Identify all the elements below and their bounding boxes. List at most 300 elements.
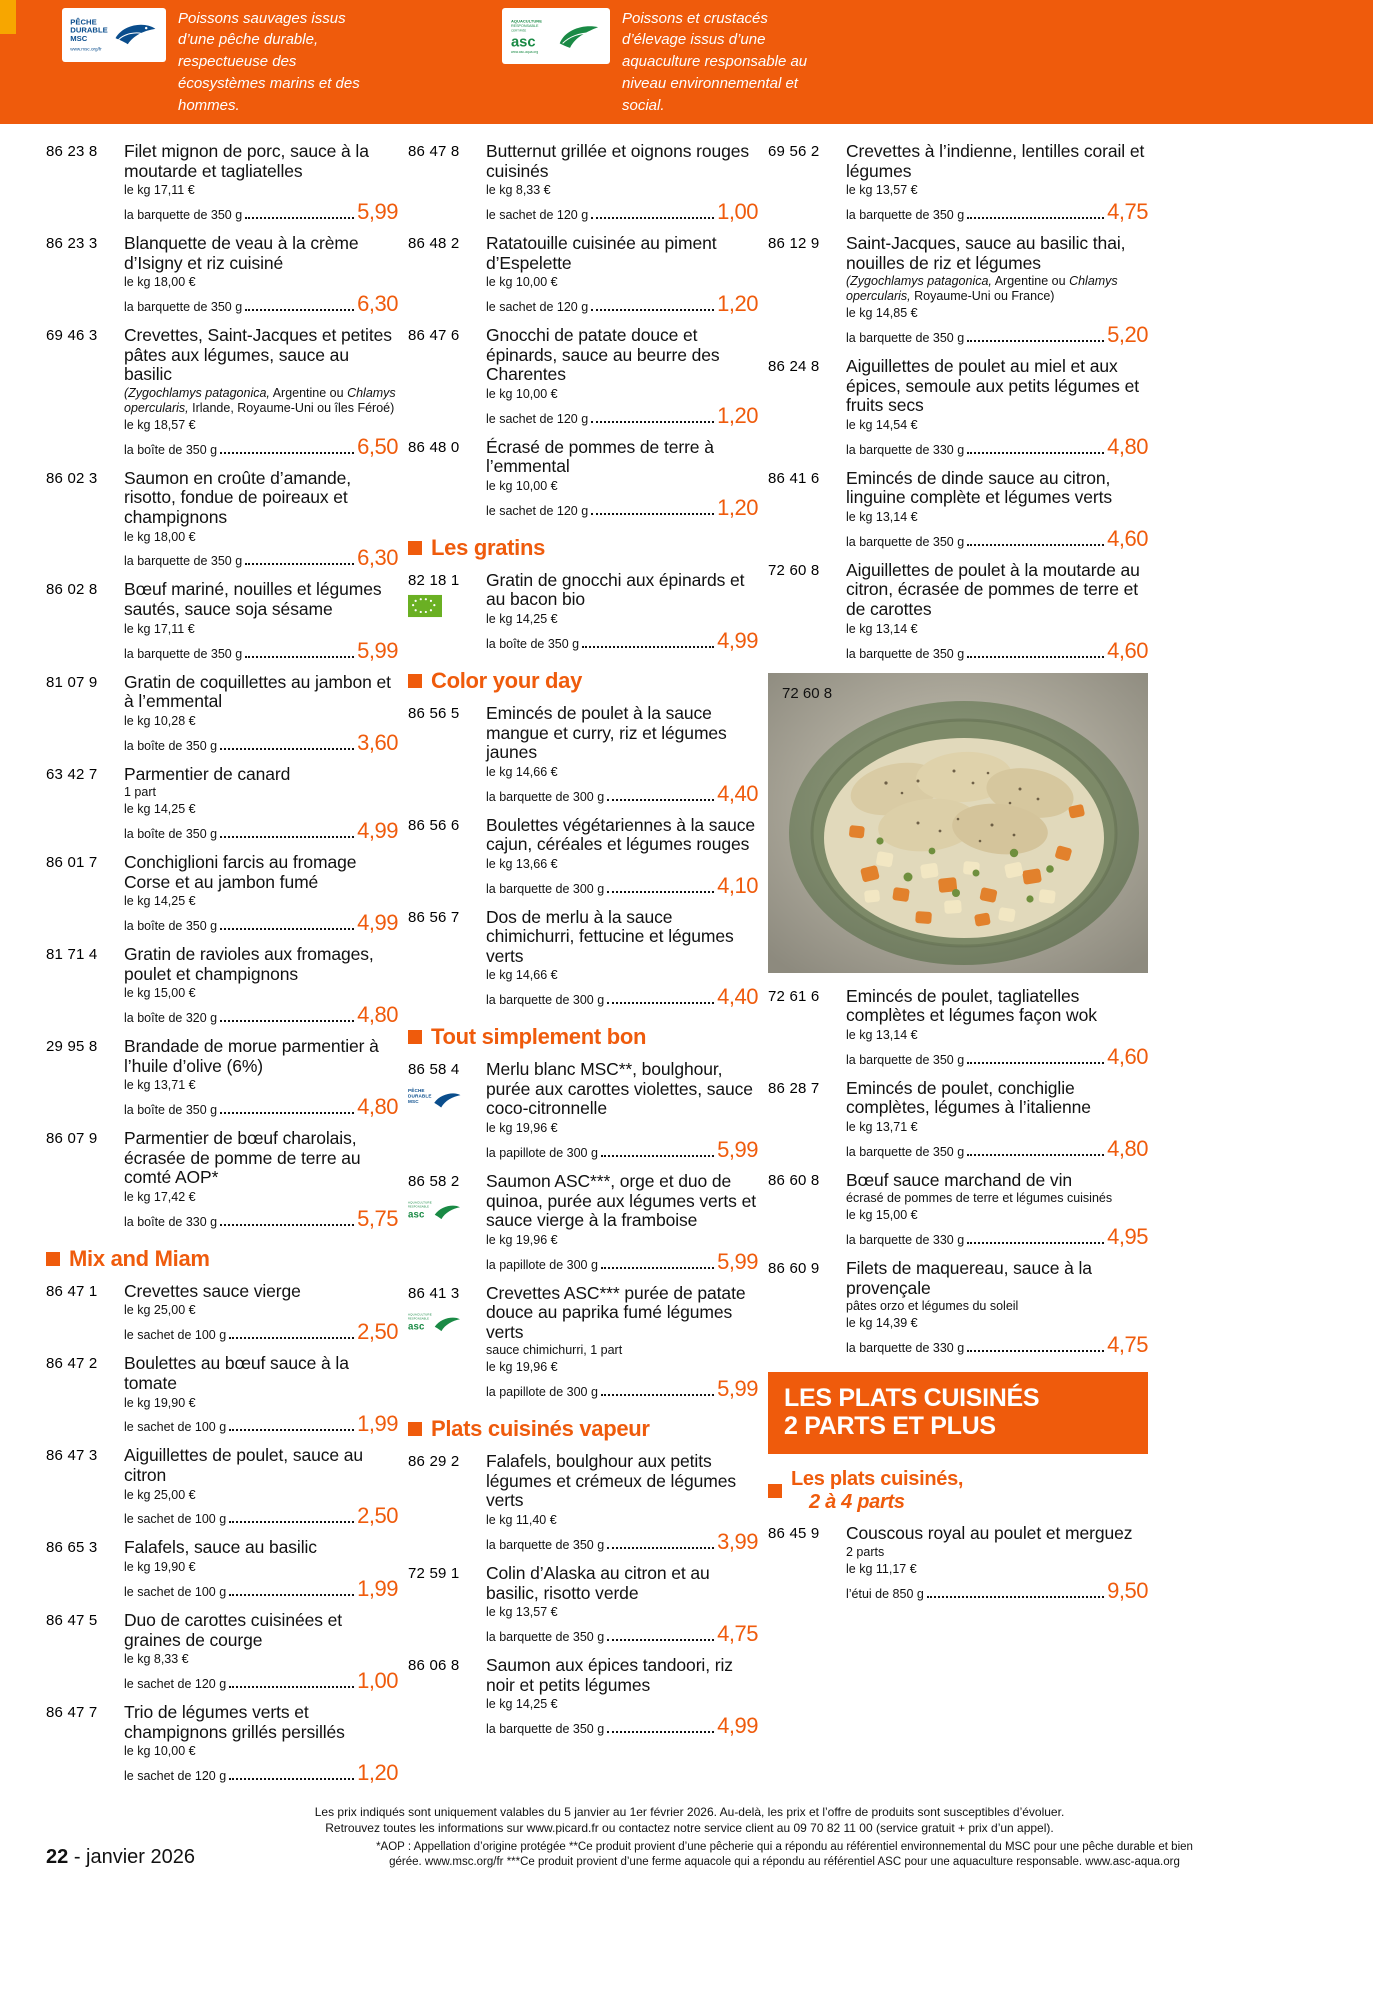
product-price-line bbox=[486, 291, 758, 317]
product-price: 1,20 bbox=[717, 291, 758, 317]
product-pack: la boîte de 350 g bbox=[124, 442, 218, 457]
svg-text:AQUACULTURE: AQUACULTURE bbox=[408, 1312, 432, 1317]
product-price: 4,99 bbox=[717, 627, 758, 653]
dot-leader bbox=[967, 340, 1104, 342]
product-price-line bbox=[124, 638, 398, 664]
product-title: Falafels, sauce au basilic bbox=[124, 1537, 317, 1558]
product-species-note bbox=[124, 386, 398, 416]
msc-logo bbox=[62, 8, 166, 62]
product-ref: 72 59 1 bbox=[408, 1564, 460, 1582]
svg-text:asc: asc bbox=[408, 1209, 425, 1221]
product-item[interactable] bbox=[768, 469, 1148, 552]
svg-text:MSC: MSC bbox=[408, 1099, 419, 1105]
product-price-line bbox=[124, 545, 398, 571]
product-price-per-kg: le kg 18,00 € bbox=[124, 529, 196, 544]
product-portion: 1 part bbox=[124, 785, 156, 800]
product-title: Crevettes, Saint-Jacques et petites pâtes aux légumes, sauce au basilic bbox=[124, 325, 392, 385]
product-pack: la barquette de 350 g bbox=[124, 300, 243, 315]
product-price-per-kg: le kg 14,85 € bbox=[846, 306, 918, 321]
product-price-line bbox=[124, 1668, 398, 1694]
product-pack: l’étui de 850 g bbox=[846, 1586, 924, 1601]
section-bullet-icon bbox=[408, 1422, 422, 1436]
product-price-line bbox=[124, 730, 398, 756]
section-bullet-icon bbox=[408, 674, 422, 688]
product-pack: le sachet de 100 g bbox=[124, 1584, 227, 1599]
dot-leader bbox=[967, 544, 1104, 546]
product-ref: 72 61 6 bbox=[768, 987, 820, 1005]
product-pack: la boîte de 350 g bbox=[124, 1103, 218, 1118]
product-price-line bbox=[486, 1713, 758, 1739]
section-bullet-icon bbox=[768, 1484, 782, 1498]
product-item[interactable] bbox=[768, 1524, 1148, 1603]
product-price-per-kg: le kg 19,96 € bbox=[486, 1360, 558, 1375]
product-price-line bbox=[486, 403, 758, 429]
product-price: 4,99 bbox=[357, 818, 398, 844]
product-price-line bbox=[846, 434, 1148, 460]
product-price-line bbox=[486, 873, 758, 899]
product-price: 3,99 bbox=[717, 1528, 758, 1554]
product-price-per-kg: le kg 13,66 € bbox=[486, 856, 558, 871]
section-color-your-day bbox=[408, 668, 758, 694]
product-title: Saumon aux épices tandoori, riz noir et petits légumes bbox=[486, 1654, 733, 1695]
section-tout-simplement-bon bbox=[408, 1024, 758, 1050]
asc-certification-block bbox=[502, 8, 832, 117]
dot-leader bbox=[607, 1731, 714, 1733]
product-price-line bbox=[486, 1529, 758, 1555]
product-price-per-kg: le kg 10,28 € bbox=[124, 713, 196, 728]
page-number bbox=[46, 1846, 195, 1869]
product-item[interactable] bbox=[768, 142, 1148, 225]
product-title: Merlu blanc MSC**, boulghour, purée aux carottes violettes, sauce coco-citronnelle bbox=[486, 1059, 753, 1119]
product-price-line bbox=[124, 199, 398, 225]
dot-leader bbox=[601, 1155, 714, 1157]
dot-leader bbox=[607, 1547, 714, 1549]
category-banner-line1: LES PLATS CUISINÉS bbox=[784, 1384, 1040, 1413]
product-ref: 86 58 2 bbox=[408, 1172, 460, 1190]
product-pack: le sachet de 120 g bbox=[486, 503, 589, 518]
product-price: 4,60 bbox=[1107, 1043, 1148, 1069]
product-title: Filet mignon de porc, sauce à la moutarde et tagliatelles bbox=[124, 141, 369, 181]
product-title: Gratin de ravioles aux fromages, poulet et champignons bbox=[124, 944, 374, 984]
msc-certification-block bbox=[62, 8, 378, 117]
dot-leader bbox=[245, 217, 354, 219]
product-price-per-kg: le kg 17,42 € bbox=[124, 1190, 196, 1204]
product-item[interactable] bbox=[408, 326, 758, 429]
product-price-per-kg: le kg 13,57 € bbox=[846, 183, 918, 198]
product-pack: la barquette de 300 g bbox=[486, 993, 605, 1008]
product-price-per-kg: le kg 10,00 € bbox=[486, 275, 558, 290]
product-title: Saumon ASC***, orge et duo de quinoa, purée aux légumes verts et sauce vierge à la framboise bbox=[486, 1170, 756, 1231]
product-ref: 86 56 5 bbox=[408, 704, 460, 722]
product-price-per-kg: le kg 10,00 € bbox=[124, 1744, 196, 1759]
product-ref: 86 29 2 bbox=[408, 1453, 460, 1471]
product-pack: la barquette de 350 g bbox=[846, 331, 965, 346]
product-pack: le sachet de 100 g bbox=[124, 1512, 227, 1527]
product-item[interactable] bbox=[46, 1611, 398, 1694]
svg-text:www.asc-aqua.org: www.asc-aqua.org bbox=[510, 49, 539, 54]
product-title: Parmentier de canard bbox=[124, 763, 291, 784]
product-item[interactable] bbox=[408, 1656, 758, 1739]
product-price: 1,20 bbox=[717, 494, 758, 520]
svg-text:DURABLE: DURABLE bbox=[70, 25, 108, 35]
product-price: 4,60 bbox=[1107, 525, 1148, 551]
product-note: pâtes orzo et légumes du soleil bbox=[846, 1299, 1019, 1314]
product-ref: 86 01 7 bbox=[46, 854, 98, 872]
column-left bbox=[46, 142, 408, 1795]
legal-validity-notice bbox=[160, 1805, 1220, 1836]
section-title: Mix and Miam bbox=[69, 1245, 210, 1271]
dot-leader bbox=[220, 836, 354, 838]
product-ref: 86 56 7 bbox=[408, 908, 460, 926]
species-latin-2: Chlamys opercularis, bbox=[124, 385, 396, 415]
product-price-per-kg: le kg 11,40 € bbox=[486, 1513, 557, 1528]
product-item[interactable] bbox=[46, 1354, 398, 1437]
dot-leader bbox=[229, 1337, 354, 1339]
product-ref: 86 07 9 bbox=[46, 1130, 98, 1148]
product-item[interactable] bbox=[768, 1259, 1148, 1358]
product-pack: la barquette de 330 g bbox=[846, 1341, 965, 1356]
product-title: Bœuf sauce marchand de vin bbox=[846, 1169, 1072, 1190]
product-ref: 86 12 9 bbox=[768, 235, 820, 253]
product-title: Brandade de morue parmentier à l’huile d’olive (6%) bbox=[124, 1036, 379, 1076]
product-price-line bbox=[846, 1044, 1148, 1070]
footnote-line-1: *AOP : Appellation d’origine protégée **Ce produit provient d’une pêcherie qui a répondu au référentiel environnemental du MSC pour une pêche durable et bien bbox=[376, 1841, 1193, 1854]
section-mix-and-miam bbox=[46, 1246, 398, 1272]
product-price-per-kg: le kg 13,14 € bbox=[846, 509, 918, 524]
product-item[interactable] bbox=[46, 234, 398, 317]
product-price-per-kg: le kg 14,25 € bbox=[124, 894, 196, 909]
page-footer bbox=[0, 1805, 1373, 1877]
product-title: Colin d’Alaska au citron et au basilic, risotto verde bbox=[486, 1562, 710, 1603]
dot-leader bbox=[220, 1112, 354, 1114]
product-price: 1,99 bbox=[357, 1575, 398, 1601]
product-title: Gnocchi de patate douce et épinards, sauce au beurre des Charentes bbox=[486, 325, 720, 385]
product-item[interactable] bbox=[408, 1284, 758, 1403]
product-price-line bbox=[846, 1136, 1148, 1162]
dot-leader bbox=[220, 1224, 354, 1226]
product-item[interactable] bbox=[46, 853, 398, 936]
svg-text:DURABLE: DURABLE bbox=[408, 1093, 432, 1099]
product-pack: la barquette de 350 g bbox=[846, 1144, 965, 1159]
species-origin-2: Royaume-Uni ou France) bbox=[910, 289, 1055, 304]
product-item[interactable] bbox=[408, 438, 758, 521]
product-item[interactable] bbox=[768, 987, 1148, 1070]
product-item[interactable] bbox=[46, 945, 398, 1028]
product-item[interactable] bbox=[408, 234, 758, 317]
product-ref: 86 41 3 bbox=[408, 1284, 460, 1302]
product-price-line bbox=[486, 1621, 758, 1647]
product-price-per-kg: le kg 10,00 € bbox=[486, 478, 558, 493]
dot-leader bbox=[591, 309, 714, 311]
product-price-line bbox=[124, 1002, 398, 1028]
product-title: Ratatouille cuisinée au piment d’Espelette bbox=[486, 233, 717, 273]
product-item[interactable] bbox=[408, 704, 758, 807]
product-price-per-kg: le kg 15,00 € bbox=[846, 1208, 918, 1223]
section-title: Les gratins bbox=[431, 534, 546, 560]
product-title: Crevettes ASC*** purée de patate douce au paprika fumé légumes verts bbox=[486, 1282, 746, 1342]
svg-text:PÊCHE: PÊCHE bbox=[70, 16, 97, 26]
dot-leader bbox=[220, 928, 354, 930]
product-ref: 86 47 7 bbox=[46, 1704, 98, 1721]
product-title: Duo de carottes cuisinées et graines de courge bbox=[124, 1609, 343, 1650]
product-price: 5,99 bbox=[717, 1248, 758, 1274]
product-ref: 82 18 1 bbox=[408, 571, 460, 589]
dot-leader bbox=[582, 646, 714, 648]
product-ref: 81 71 4 bbox=[46, 946, 98, 964]
legal-line-2: Retrouvez toutes les informations sur www.picard.fr ou contactez notre service client au 09 70 82 11 00 (service gratuit + prix d’un appel). bbox=[325, 1820, 1054, 1835]
certification-banner bbox=[0, 0, 1373, 124]
product-ref: 86 06 8 bbox=[408, 1656, 460, 1674]
product-ref: 86 23 3 bbox=[46, 235, 98, 253]
product-price-per-kg: le kg 14,25 € bbox=[486, 1697, 558, 1712]
product-price-per-kg: le kg 18,00 € bbox=[124, 275, 196, 290]
product-price: 2,50 bbox=[357, 1503, 398, 1529]
product-pack: la barquette de 350 g bbox=[124, 554, 243, 569]
product-item[interactable] bbox=[408, 1452, 758, 1555]
product-price-line bbox=[124, 1576, 398, 1602]
product-price-per-kg: le kg 19,90 € bbox=[124, 1395, 196, 1410]
product-ref: 86 60 8 bbox=[768, 1171, 820, 1189]
product-note: écrasé de pommes de terre et légumes cuisinés bbox=[846, 1191, 1113, 1206]
product-price-line bbox=[486, 781, 758, 807]
product-pack: la barquette de 350 g bbox=[124, 208, 243, 223]
product-item[interactable] bbox=[46, 1538, 398, 1601]
product-price: 5,99 bbox=[717, 1136, 758, 1162]
product-pack: la boîte de 350 g bbox=[124, 738, 218, 753]
product-item[interactable] bbox=[408, 1564, 758, 1647]
product-title: Saumon en croûte d’amande, risotto, fondue de poireaux et champignons bbox=[124, 467, 351, 527]
category-banner-plats-2-parts bbox=[768, 1372, 1148, 1454]
section-title: Tout simplement bon bbox=[431, 1024, 647, 1050]
product-price-line bbox=[486, 495, 758, 521]
svg-text:PÊCHE: PÊCHE bbox=[408, 1088, 425, 1094]
dot-leader bbox=[967, 656, 1104, 658]
product-title: Aiguillettes de poulet à la moutarde au citron, écrasée de pommes de terre et de carottes bbox=[846, 559, 1140, 620]
section-bullet-icon bbox=[408, 541, 422, 555]
product-price: 5,99 bbox=[717, 1376, 758, 1402]
dot-leader bbox=[601, 1394, 714, 1396]
product-price-line bbox=[846, 638, 1148, 664]
product-ref: 86 28 7 bbox=[768, 1079, 820, 1097]
dot-leader bbox=[229, 1594, 354, 1596]
dot-leader bbox=[927, 1596, 1104, 1598]
product-item[interactable] bbox=[768, 234, 1148, 348]
product-price-per-kg: le kg 14,66 € bbox=[486, 968, 558, 983]
product-title: Falafels, boulghour aux petits légumes et crémeux de légumes verts bbox=[486, 1451, 737, 1511]
asc-badge-icon bbox=[408, 1306, 460, 1340]
species-origin-1: Argentine ou bbox=[269, 385, 348, 400]
column-middle bbox=[408, 142, 768, 1795]
product-item[interactable] bbox=[408, 571, 758, 654]
product-ref: 86 47 8 bbox=[408, 143, 460, 160]
product-ref: 86 47 2 bbox=[46, 1355, 98, 1373]
product-photo bbox=[768, 673, 1148, 973]
section-title: Les plats cuisinés, bbox=[791, 1468, 964, 1491]
product-price-line bbox=[486, 1249, 758, 1275]
product-item[interactable] bbox=[46, 469, 398, 572]
product-ref-with-badge bbox=[408, 1284, 486, 1403]
product-item[interactable] bbox=[408, 816, 758, 899]
section-title: Plats cuisinés vapeur bbox=[431, 1416, 650, 1442]
product-ref: 69 56 2 bbox=[768, 143, 820, 160]
product-price: 5,75 bbox=[357, 1205, 398, 1231]
species-latin-1: (Zygochlamys patagonica, bbox=[846, 274, 992, 289]
product-title: Crevettes à l’indienne, lentilles corail et légumes bbox=[846, 141, 1145, 181]
product-item[interactable] bbox=[46, 673, 398, 756]
footnote-line-2: gérée. www.msc.org/fr ***Ce produit provient d’une ferme aquacole qui a répondu au référentiel ASC pour une aquaculture responsable. www.asc-aqua.org bbox=[389, 1855, 1180, 1868]
product-title: Saint-Jacques, sauce au basilic thai, nouilles de riz et légumes bbox=[846, 233, 1126, 273]
section-title: Color your day bbox=[431, 667, 583, 693]
product-price-line bbox=[124, 1094, 398, 1120]
product-pack: la barquette de 350 g bbox=[846, 646, 965, 661]
product-item[interactable] bbox=[768, 357, 1148, 460]
product-price: 3,60 bbox=[357, 729, 398, 755]
product-price: 4,80 bbox=[1107, 1135, 1148, 1161]
product-price-per-kg: le kg 14,25 € bbox=[486, 612, 558, 627]
product-ref: 86 56 6 bbox=[408, 816, 460, 834]
product-price: 4,80 bbox=[357, 1002, 398, 1028]
product-price: 1,99 bbox=[357, 1411, 398, 1437]
product-price-per-kg: le kg 25,00 € bbox=[124, 1303, 196, 1318]
product-price: 6,30 bbox=[357, 291, 398, 317]
dot-leader bbox=[601, 1267, 714, 1269]
product-price-line bbox=[124, 1503, 398, 1529]
product-item[interactable] bbox=[768, 1079, 1148, 1162]
product-item[interactable] bbox=[46, 1037, 398, 1120]
page-month: - janvier 2026 bbox=[73, 1846, 195, 1868]
dot-leader bbox=[220, 1020, 354, 1022]
dot-leader bbox=[607, 1639, 714, 1641]
product-price-line bbox=[486, 1376, 758, 1402]
section-les-gratins bbox=[408, 535, 758, 561]
product-ref: 86 48 2 bbox=[408, 235, 460, 253]
product-item[interactable] bbox=[46, 142, 398, 225]
product-price-line bbox=[846, 1578, 1148, 1604]
product-item[interactable] bbox=[768, 561, 1148, 664]
product-title: Gratin de gnocchi aux épinards et au bacon bio bbox=[486, 569, 745, 610]
product-item[interactable] bbox=[46, 326, 398, 460]
product-price-line bbox=[124, 1760, 398, 1786]
page-edge-tab bbox=[0, 0, 16, 34]
product-price-per-kg: le kg 8,33 € bbox=[124, 1652, 189, 1667]
product-item[interactable] bbox=[46, 1703, 398, 1786]
product-price: 1,00 bbox=[717, 199, 758, 225]
svg-text:MSC: MSC bbox=[70, 33, 88, 43]
product-title: Emincés de poulet, conchiglie complètes, légumes à l’italienne bbox=[846, 1077, 1091, 1118]
product-price-line bbox=[124, 910, 398, 936]
product-pack: la boîte de 320 g bbox=[124, 1011, 218, 1026]
product-ref: 81 07 9 bbox=[46, 673, 98, 691]
product-price-per-kg: le kg 10,00 € bbox=[486, 386, 558, 401]
product-pack: la barquette de 350 g bbox=[486, 1722, 605, 1737]
svg-text:RESPONSABLE: RESPONSABLE bbox=[510, 23, 539, 28]
product-price-per-kg: le kg 14,39 € bbox=[846, 1316, 918, 1331]
product-price: 1,20 bbox=[357, 1760, 398, 1786]
product-item[interactable] bbox=[46, 580, 398, 663]
product-title: Aiguillettes de poulet au miel et aux épices, semoule aux petits légumes et fruits secs bbox=[846, 356, 1139, 416]
product-pack: le sachet de 100 g bbox=[124, 1328, 227, 1343]
product-item[interactable] bbox=[408, 908, 758, 1011]
photo-illustration bbox=[768, 673, 1148, 973]
product-price: 5,20 bbox=[1107, 322, 1148, 348]
section-plats-2-a-4-parts bbox=[768, 1468, 1148, 1514]
product-price-line bbox=[486, 199, 758, 225]
product-title: Emincés de poulet, tagliatelles complètes et légumes façon wok bbox=[846, 985, 1097, 1026]
product-price: 4,40 bbox=[717, 780, 758, 806]
product-ref: 29 95 8 bbox=[46, 1038, 98, 1056]
product-item[interactable] bbox=[408, 142, 758, 225]
product-item[interactable] bbox=[46, 1446, 398, 1529]
product-title: Trio de légumes verts et champignons grillés persillés bbox=[124, 1702, 345, 1742]
dot-leader bbox=[245, 309, 354, 311]
svg-text:asc: asc bbox=[510, 33, 536, 50]
product-pack: la boîte de 350 g bbox=[124, 919, 218, 934]
product-price-line bbox=[486, 984, 758, 1010]
product-item[interactable] bbox=[408, 1060, 758, 1163]
dot-leader bbox=[229, 1521, 354, 1523]
category-banner-line2: 2 PARTS ET PLUS bbox=[784, 1412, 996, 1441]
product-price: 5,99 bbox=[357, 637, 398, 663]
species-origin-1: Argentine ou bbox=[991, 274, 1070, 289]
msc-badge-icon bbox=[408, 1082, 462, 1116]
product-pack: la barquette de 300 g bbox=[486, 881, 605, 896]
dot-leader bbox=[607, 891, 714, 893]
product-item[interactable] bbox=[46, 1282, 398, 1345]
product-item[interactable] bbox=[408, 1172, 758, 1275]
product-ref: 69 46 3 bbox=[46, 327, 98, 345]
species-origin-2: Irlande, Royaume-Uni ou îles Féroé) bbox=[188, 400, 395, 415]
product-title: Aiguillettes de poulet, sauce au citron bbox=[124, 1445, 364, 1485]
product-note: sauce chimichurri, 1 part bbox=[486, 1343, 623, 1358]
product-price-per-kg: le kg 19,96 € bbox=[486, 1121, 558, 1136]
product-ref: 86 41 6 bbox=[768, 469, 820, 487]
column-right bbox=[768, 142, 1148, 1795]
product-price-per-kg: le kg 15,00 € bbox=[124, 986, 196, 1001]
asc-description: Poissons et crustacés d’élevage issus d’une aquaculture responsable au niveau environnemental et social. bbox=[622, 9, 808, 114]
product-price-per-kg: le kg 11,17 € bbox=[846, 1561, 917, 1576]
product-price: 4,99 bbox=[357, 910, 398, 936]
dot-leader bbox=[967, 1242, 1104, 1244]
product-price-line bbox=[846, 526, 1148, 552]
product-price: 9,50 bbox=[1107, 1577, 1148, 1603]
product-item[interactable] bbox=[46, 1129, 398, 1232]
footnotes bbox=[46, 1840, 1333, 1869]
product-pack: la barquette de 300 g bbox=[486, 789, 605, 804]
svg-text:CERTIFIÉE: CERTIFIÉE bbox=[510, 28, 527, 33]
product-ref: 86 24 8 bbox=[768, 358, 820, 376]
product-item[interactable] bbox=[768, 1171, 1148, 1250]
svg-text:AQUACULTURE: AQUACULTURE bbox=[408, 1200, 432, 1205]
product-pack: le sachet de 120 g bbox=[124, 1677, 227, 1691]
dot-leader bbox=[967, 1154, 1104, 1156]
product-ref: 86 47 6 bbox=[408, 327, 460, 345]
product-ref: 86 47 5 bbox=[46, 1611, 98, 1629]
product-price-per-kg: le kg 14,66 € bbox=[486, 764, 558, 779]
product-pack: la barquette de 330 g bbox=[846, 442, 965, 457]
dot-leader bbox=[591, 513, 714, 515]
section-plats-cuisines-vapeur bbox=[408, 1416, 758, 1442]
product-pack: la barquette de 350 g bbox=[124, 646, 243, 661]
dot-leader bbox=[220, 452, 354, 454]
product-price-per-kg: le kg 13,71 € bbox=[124, 1078, 196, 1093]
dot-leader bbox=[607, 1002, 714, 1004]
product-price: 4,60 bbox=[1107, 637, 1148, 663]
product-price: 4,80 bbox=[1107, 433, 1148, 459]
product-item[interactable] bbox=[46, 765, 398, 844]
dot-leader bbox=[229, 1778, 354, 1780]
product-title: Butternut grillée et oignons rouges cuisinés bbox=[486, 141, 750, 181]
product-pack: le sachet de 120 g bbox=[486, 300, 589, 315]
